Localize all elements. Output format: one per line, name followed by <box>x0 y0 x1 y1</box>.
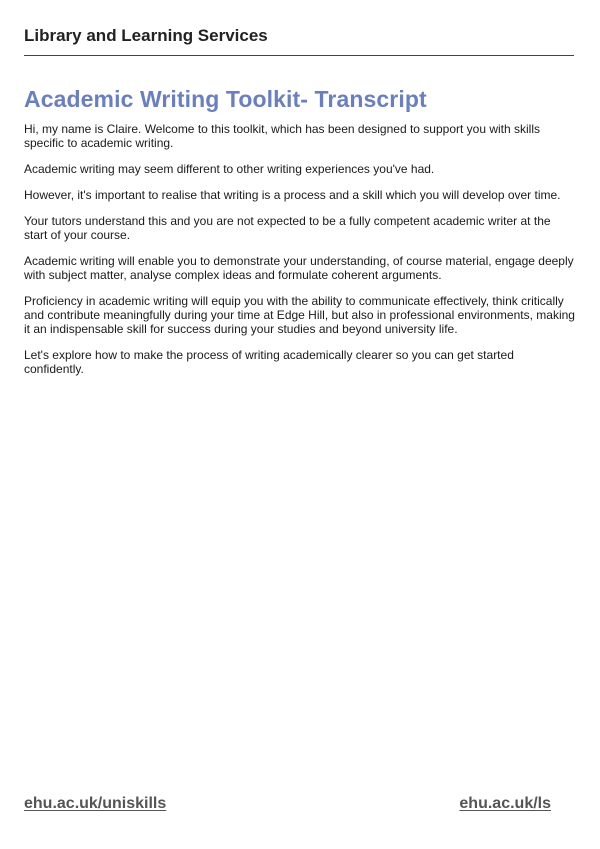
paragraph: Academic writing may seem different to other writing experiences you've had. <box>24 162 435 176</box>
header-divider <box>24 55 574 56</box>
paragraph-intro: Hi, my name is Claire. Welcome to this toolkit, which has been designed to support you with skills specific to academic writing. <box>24 122 541 150</box>
paragraph: Academic writing will enable you to demonstrate your understanding, of course material, engage deeply with subject matter, analyse complex ideas and formulate coherent arguments. <box>24 254 574 282</box>
paragraph-closing: Let's explore how to make the process of writing academically clearer so you can get started confidently. <box>24 348 514 376</box>
uniskills-link[interactable]: ehu.ac.uk/uniskills <box>24 795 167 812</box>
paragraph: However, it's important to realise that writing is a process and a skill which you will develop over time. <box>24 188 561 202</box>
transcript-body <box>24 122 576 388</box>
paragraph: Your tutors understand this and you are not expected to be a fully competent academic writer at the start of your course. <box>24 214 551 242</box>
document-title: Academic Writing Toolkit- Transcript <box>24 86 427 112</box>
header-title: Library and Learning Services <box>24 26 268 45</box>
library-services-link[interactable]: ehu.ac.uk/ls <box>459 795 551 812</box>
paragraph: Proficiency in academic writing will equip you with the ability to communicate effectively, think critically and contribute meaningfully during your time at Edge Hill, but also in professional environments, making it an indispensable skill for success during your studies and beyond university life. <box>24 294 575 336</box>
